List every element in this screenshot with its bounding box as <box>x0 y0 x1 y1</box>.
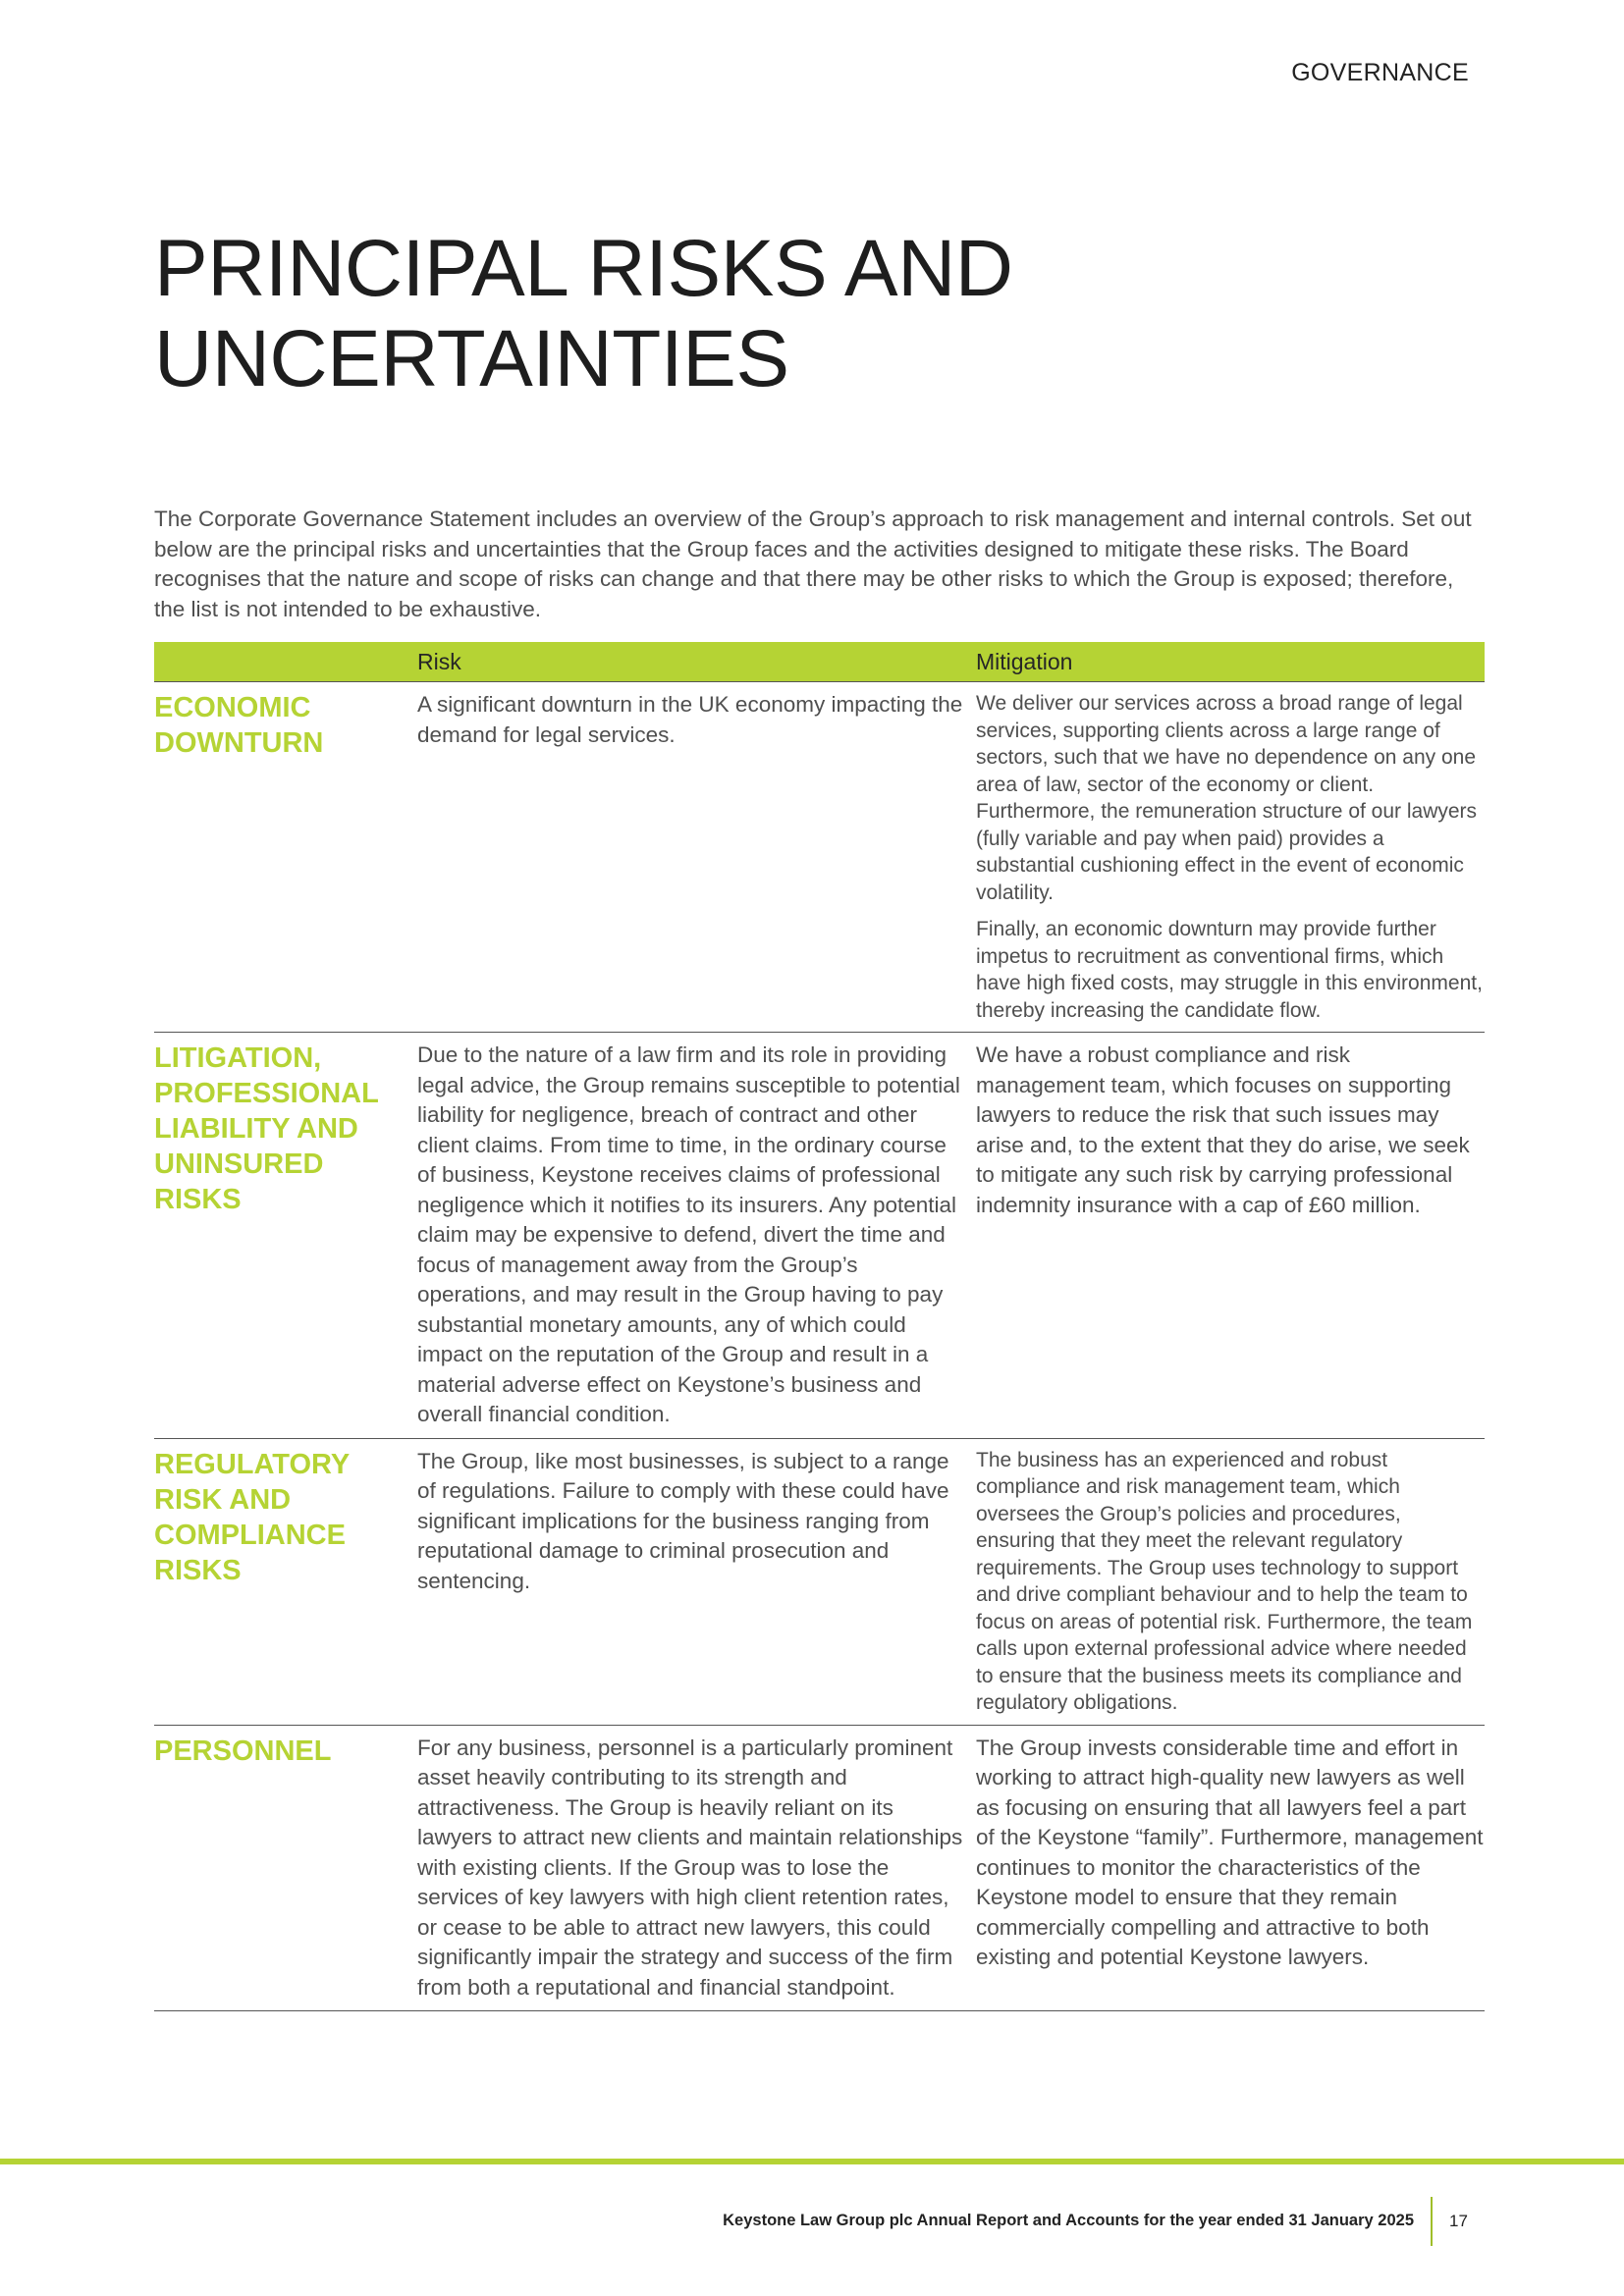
risk-title: ECONOMIC DOWNTURN <box>154 692 324 759</box>
page-number: 17 <box>1449 2212 1468 2230</box>
table-row <box>154 682 1485 1033</box>
header-mitigation: Mitigation <box>976 648 1073 674</box>
page-title-line-2: UNCERTAINTIES <box>154 314 789 403</box>
table-header-row <box>154 642 1485 682</box>
footer-text: Keystone Law Group plc Annual Report and Accounts for the year ended 31 January 2025 <box>723 2212 1414 2229</box>
mitigation-paragraph: We have a robust compliance and risk management team, which focuses on supporting lawyers to reduce the risk that such issues may arise and, to the extent that they do arise, we seek to mitigate any such risk by carrying professional indemnity insurance with a cap of £60 million. <box>976 1042 1470 1217</box>
page-title-line-1: PRINCIPAL RISKS AND <box>154 224 1013 313</box>
risk-title: PERSONNEL <box>154 1735 332 1767</box>
mitigation-paragraph: The Group invests considerable time and effort in working to attract high-quality new lawyers as well as focusing on ensuring that all lawyers feel a part of the Keystone “family”. Furthermore, management continues to monitor the characteristics of the Keystone model to ensure that they remain commercially compelling and attractive to both existing and potential Keystone lawyers. <box>976 1735 1484 1969</box>
mitigation-paragraph: The business has an experienced and robust compliance and risk management team, which oversees the Group’s policies and procedures, ensuring that they meet the relevant regulatory requirements. The Group uses technology to support and drive compliant behaviour and to help the team to focus on areas of potential risk. Furthermore, the team calls upon external professional advice where needed to ensure that the business meets its compliance and regulatory obligations. <box>976 1448 1473 1714</box>
table-row <box>154 1438 1485 1725</box>
table-row <box>154 1033 1485 1439</box>
mitigation-cell <box>964 1438 1485 1725</box>
risk-description: For any business, personnel is a particularly prominent asset heavily contributing to its strength and attractiveness. The Group is heavily reliant on its lawyers to attract new clients and maintain relationships with existing clients. If the Group was to lose the services of key lawyers with high client retention rates, or cease to be able to attract new lawyers, this could significantly impair the strategy and success of the firm from both a reputational and financial standpoint. <box>417 1735 963 2000</box>
risk-description: A significant downturn in the UK economy impacting the demand for legal services. <box>417 692 963 747</box>
table-row <box>154 1725 1485 2011</box>
mitigation-cell <box>964 1033 1485 1439</box>
risk-description: The Group, like most businesses, is subject to a range of regulations. Failure to comply with these could have significant implications for the business ranging from reputational damage to criminal prosecution and sentencing. <box>417 1448 949 1593</box>
intro-paragraph: The Corporate Governance Statement includes an overview of the Group’s approach to risk management and internal controls. Set out below are the principal risks and uncertainties that the Group faces and the activities designed to mitigate these risks. The Board recognises that the nature and scope of risks can change and that there may be other risks to which the Group is exposed; therefore, the list is not intended to be exhaustive. <box>154 507 1472 621</box>
mitigation-cell <box>964 682 1485 1033</box>
page-title <box>154 224 1234 404</box>
risk-title: LITIGATION, PROFESSIONAL LIABILITY AND UNINSURED RISKS <box>154 1042 379 1215</box>
risk-title: REGULATORY RISK AND COMPLIANCE RISKS <box>154 1448 350 1586</box>
risk-table <box>154 642 1485 2011</box>
risk-description: Due to the nature of a law firm and its role in providing legal advice, the Group remains susceptible to potential liability for negligence, breach of contract and other client claims. From time to time, in the ordinary course of business, Keystone receives claims of professional negligence which it notifies to its insurers. Any potential claim may be expensive to defend, divert the time and focus of management away from the Group’s operations, and may result in the Group having to pay substantial monetary amounts, any of which could impact on the reputation of the Group and result in a material adverse effect on Keystone’s business and overall financial condition. <box>417 1042 960 1426</box>
header-risk: Risk <box>417 648 461 674</box>
footer-divider <box>1431 2197 1433 2246</box>
mitigation-paragraph: We deliver our services across a broad range of legal services, supporting clients across a large range of sectors, such that we have no dependence on any one area of law, sector of the economy or client. Furthermore, the remuneration structure of our lawyers (fully variable and pay when paid) provides a substantial cushioning effect in the event of economic volatility. <box>976 692 1478 904</box>
mitigation-cell <box>964 1725 1485 2011</box>
section-label: GOVERNANCE <box>1291 59 1469 86</box>
header-blank <box>154 642 417 682</box>
mitigation-paragraph: Finally, an economic downturn may provide further impetus to recruitment as conventional firms, which have high fixed costs, may struggle in this environment, thereby increasing the candidate flow. <box>976 918 1483 1022</box>
footer-rule <box>0 2159 1624 2164</box>
